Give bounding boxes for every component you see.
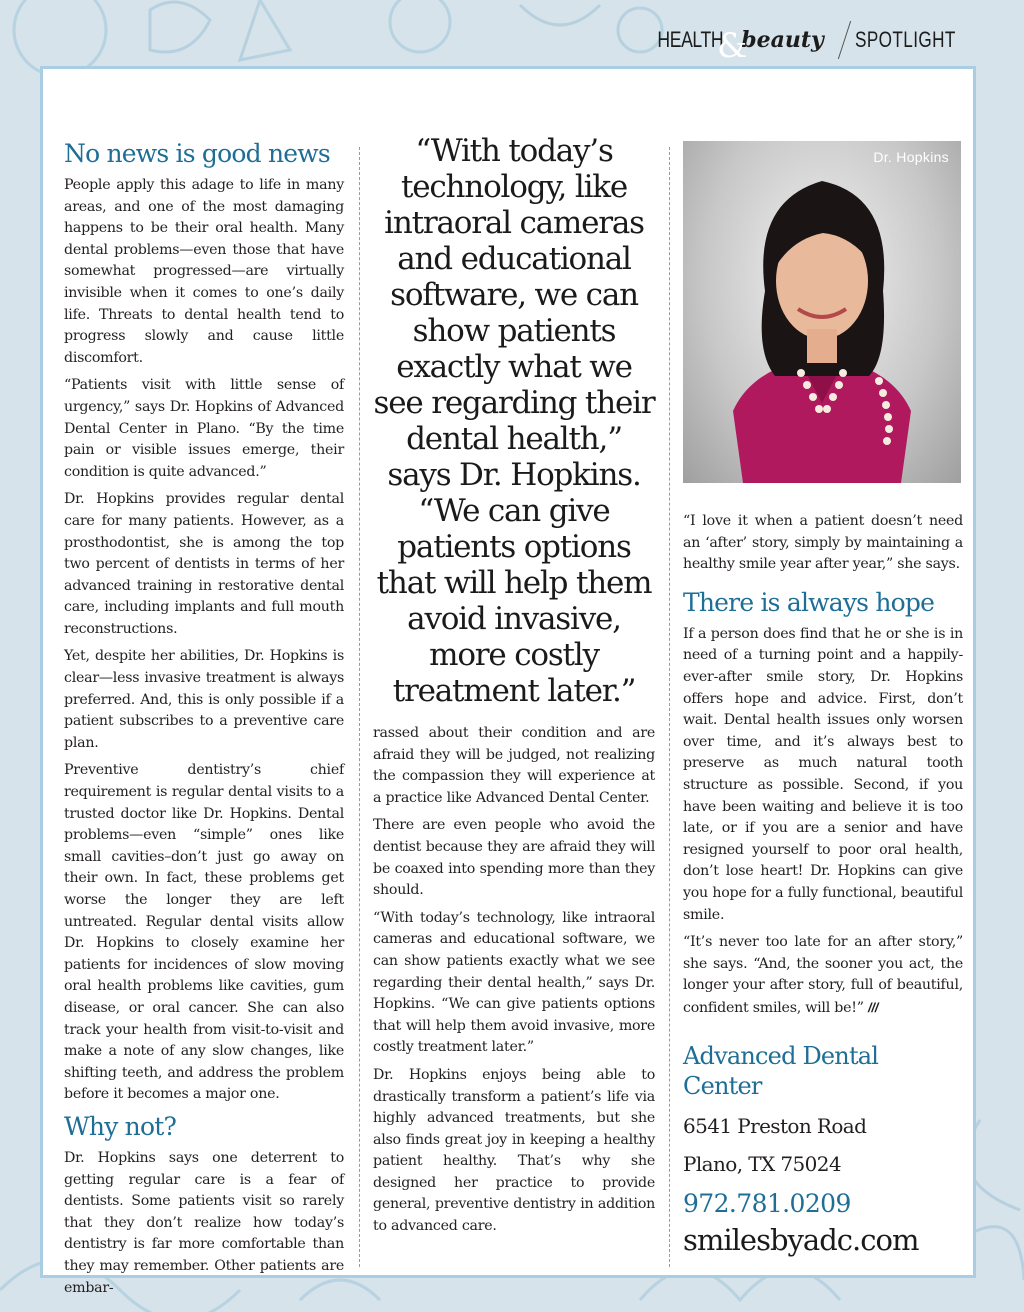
paragraph: There are even people who avoid the dentist because they are afraid they will be coaxed into spending more than they should. [373, 817, 655, 899]
header-divider [838, 21, 851, 59]
paragraph: Dr. Hopkins provides regular dental care for many patients. However, as a prosthodontist, she is among the top two percent of dentists in terms of her advanced training in restorative dental care, including implants and full mouth reconstructions. [64, 491, 344, 637]
paragraph: People apply this adage to life in many areas, and one of the most damaging happens to be their oral health. Many dental problems—even those that have somewhat progressed—are virtually invisible when it comes to one’s daily life. Threats to dental health tend to progress slowly and cause little discomfort. [64, 177, 344, 366]
city-state-zip: Plano, TX 75024 [683, 1152, 841, 1177]
paragraph [683, 932, 963, 1019]
end-mark: /// [867, 999, 879, 1015]
portrait-illustration [683, 141, 961, 483]
header-spotlight: SPOTLIGHT [854, 27, 956, 52]
paragraph: If a person does find that he or she is in need of a turning point and a happily-ever-after smile story, Dr. Hopkins offers hope and advice. First, don’t wait. Dental health issues only worsen over time, and it’s always best to preserve as much natural tooth structure as possible. Second, if you have been waiting and believe it is too late, or if you are a senior and have resigned yourself to poor oral health, don’t lose heart! Dr. Hopkins can give you hope for a fully functional, beautiful smile. [683, 625, 963, 923]
contact-block [683, 1041, 963, 1257]
street-address: 6541 Preston Road [683, 1114, 867, 1139]
paragraph: “I love it when a patient doesn’t need an ‘after’ story, simply by maintaining a healthy smile year after year,” she says. [683, 513, 963, 573]
header-ampersand: & [716, 26, 748, 66]
heading-no-news: No news is good news [64, 139, 330, 168]
header-beauty: beauty [741, 27, 824, 53]
section-header [641, 20, 984, 66]
portrait-photo [683, 141, 961, 483]
paragraph: Preventive dentistry’s chief requirement is regular dental visits to a trusted doctor like Dr. Hopkins. Dental problems—even “simple” ones like small cavities–don’t just go away on their own. In fact, these problems get worse the longer they are left untreated. Regular dental visits allow Dr. Hopkins to closely examine her patients for incidences of slow moving oral health problems like cavities, gum disease, or oral cancer. She can also track your health from visit-to-visit and make a note of any slow changes, like shifting teeth, and address the problem before it becomes a major one. [64, 762, 344, 1103]
paragraph: Dr. Hopkins enjoys being able to drastically transform a patient’s life via highly advanced treatments, but she also finds great joy in keeping a healthy patient healthy. That’s why she designed her practice to provide general, preventive dentistry in addition to advanced care. [373, 1066, 655, 1235]
heading-always-hope: There is always hope [683, 587, 935, 617]
phone-number[interactable]: 972.781.0209 [683, 1189, 851, 1219]
practice-name: Advanced Dental Center [683, 1042, 879, 1101]
pull-quote: “With today’s technology, like intraoral cameras and educational software, we can show patients exactly what we see regarding their dental health,” says Dr. Hopkins. “We can give patients options that will help them avoid invasive, more costly treatment later.” [373, 133, 655, 709]
paragraph: Yet, despite her abilities, Dr. Hopkins is clear—less invasive treatment is always preferred. And, this is only possible if a patient subscribes to a preventive care plan. [64, 648, 344, 751]
heading-why-not: Why not? [64, 1111, 177, 1141]
photo-caption: Dr. Hopkins [873, 149, 949, 165]
article-column-1 [64, 133, 344, 1305]
paragraph: rassed about their condition and are afraid they will be judged, not realizing the compassion they will experience at a practice like Advanced Dental Center. [373, 725, 655, 806]
paragraph: “Patients visit with little sense of urgency,” says Dr. Hopkins of Advanced Dental Center in Plano. “By the time pain or visible issues emerge, their condition is quite advanced.” [64, 377, 344, 480]
closing-quote: “It’s never too late for an after story,” she says. “And, the sooner you act, the longer your after story, full of beautiful, confident smiles, will be!” [683, 934, 963, 1016]
website-link[interactable]: smilesbyadc.com [683, 1223, 919, 1258]
paragraph: Dr. Hopkins says one deterrent to getting regular care is a fear of dentists. Some patients visit so rarely that they don’t realize how today’s dentistry is far more comfortable than they may remember. Other patients are embar- [64, 1149, 344, 1296]
article-panel [40, 66, 976, 1296]
article-column-2 [373, 127, 655, 1244]
header-health: HEALTH [657, 27, 723, 52]
paragraph: “With today’s technology, like intraoral cameras and educational software, we can show patients exactly what we see regarding their dental health,” says Dr. Hopkins. “We can give patients options that will help them avoid invasive, more costly treatment later.” [373, 909, 655, 1056]
article-column-3 [683, 133, 963, 1257]
column-divider [359, 147, 360, 1267]
column-divider [669, 147, 670, 1267]
